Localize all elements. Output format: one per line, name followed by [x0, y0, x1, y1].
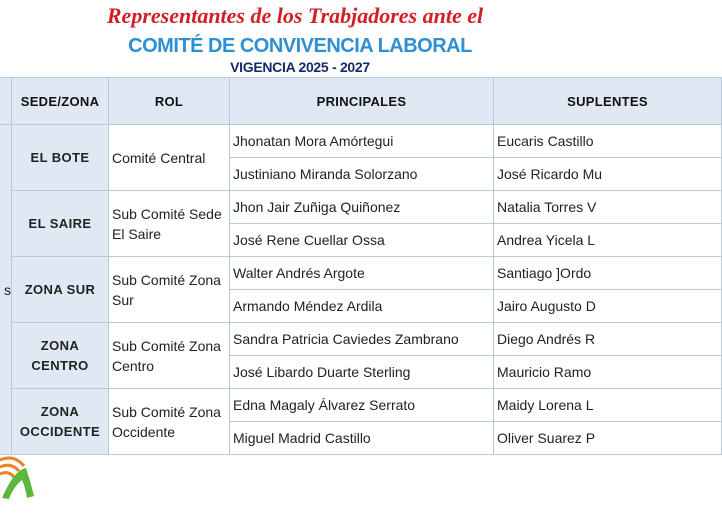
- table-row: [0, 389, 722, 422]
- suplente-cell: Santiago ]Ordo: [494, 257, 722, 290]
- principal-cell: Sandra Patricia Caviedes Zambrano: [230, 323, 494, 356]
- first-col-header: [0, 78, 12, 125]
- principal-cell: Jhon Jair Zuñiga Quiñonez: [230, 191, 494, 224]
- suplente-cell: Diego Andrés R: [494, 323, 722, 356]
- rol-cell: Sub Comité Zona Centro: [109, 323, 230, 389]
- principal-cell: José Rene Cuellar Ossa: [230, 224, 494, 257]
- rol-cell: Comité Central: [109, 125, 230, 191]
- suplente-cell: Jairo Augusto D: [494, 290, 722, 323]
- table-row: [0, 191, 722, 224]
- zone-cell: ZONA SUR: [12, 257, 109, 323]
- table-row: [0, 323, 722, 356]
- title-line-3: VIGENCIA 2025 - 2027: [230, 59, 370, 75]
- col-header-sede: SEDE/ZONA: [12, 78, 109, 125]
- zone-cell: EL BOTE: [12, 125, 109, 191]
- zone-cell: EL SAIRE: [12, 191, 109, 257]
- suplente-cell: Mauricio Ramo: [494, 356, 722, 389]
- col-header-rol: ROL: [109, 78, 230, 125]
- committee-table-wrapper: [0, 77, 648, 455]
- zone-cell: ZONA CENTRO: [12, 323, 109, 389]
- suplente-cell: Oliver Suarez P: [494, 422, 722, 455]
- company-logo-icon: [0, 450, 40, 502]
- table-header-row: [0, 78, 722, 125]
- committee-table: [0, 77, 722, 455]
- suplente-cell: Maidy Lorena L: [494, 389, 722, 422]
- first-col-cell: [0, 125, 12, 455]
- col-header-principales: PRINCIPALES: [230, 78, 494, 125]
- col-header-suplentes: SUPLENTES: [494, 78, 722, 125]
- principal-cell: Armando Méndez Ardila: [230, 290, 494, 323]
- principal-cell: Walter Andrés Argote: [230, 257, 494, 290]
- first-col-text: s: [4, 281, 11, 298]
- principal-cell: Jhonatan Mora Amórtegui: [230, 125, 494, 158]
- principal-cell: Justiniano Miranda Solorzano: [230, 158, 494, 191]
- title-line-1: Representantes de los Trabjadores ante el: [106, 3, 484, 28]
- table-row: [0, 125, 722, 158]
- principal-cell: Miguel Madrid Castillo: [230, 422, 494, 455]
- rol-cell: Sub Comité Zona Occidente: [109, 389, 230, 455]
- rol-cell: Sub Comité Zona Sur: [109, 257, 230, 323]
- suplente-cell: Eucaris Castillo: [494, 125, 722, 158]
- suplente-cell: José Ricardo Mu: [494, 158, 722, 191]
- principal-cell: Edna Magaly Álvarez Serrato: [230, 389, 494, 422]
- suplente-cell: Natalia Torres V: [494, 191, 722, 224]
- suplente-cell: Andrea Yicela L: [494, 224, 722, 257]
- title-line-2: COMITÉ DE CONVIVENCIA LABORAL: [128, 35, 472, 57]
- zone-cell: ZONA OCCIDENTE: [12, 389, 109, 455]
- rol-cell: Sub Comité Sede El Saire: [109, 191, 230, 257]
- principal-cell: José Libardo Duarte Sterling: [230, 356, 494, 389]
- table-row: [0, 257, 722, 290]
